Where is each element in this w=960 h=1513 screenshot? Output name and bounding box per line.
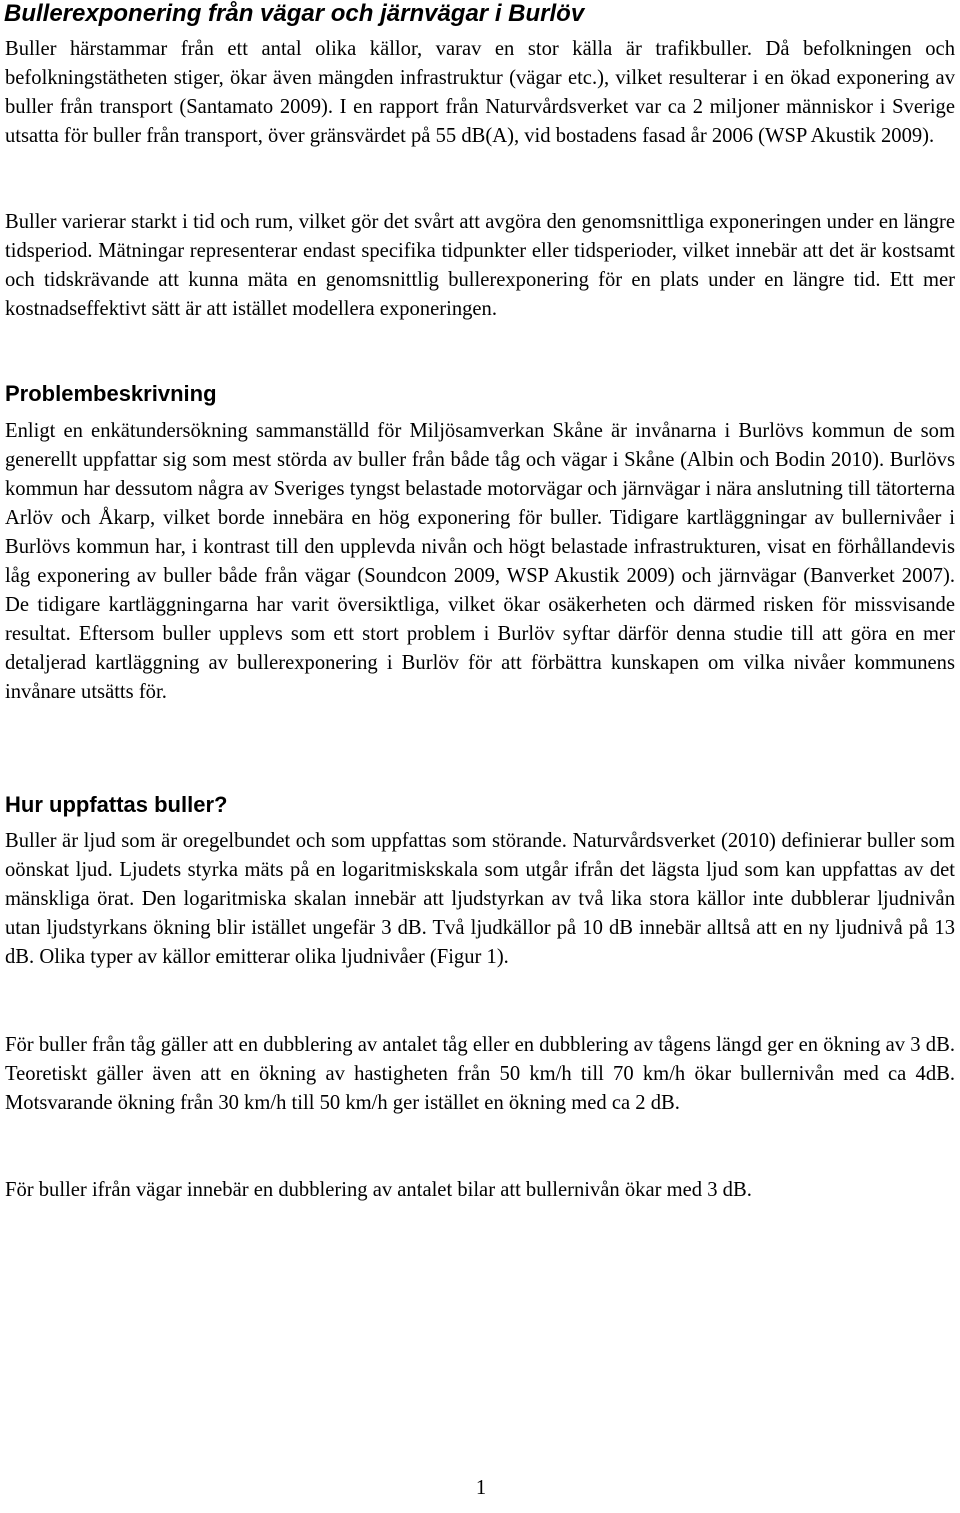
paragraph-train-noise: För buller från tåg gäller att en dubblering av antalet tåg eller en dubblering av tågens längd ger en ökning av 3 dB. Teoretiskt gäller även att en ökning av hastigheten från 50 km/h till 70 km/h ökar bullernivån med ca 4dB. Motsvarande ökning från 30 km/h till 50 km/h ger istället en ökning med ca 2 dB. xyxy=(5,1034,955,1114)
heading-problembeskrivning: Problembeskrivning xyxy=(5,381,217,406)
paragraph-road-noise: För buller ifrån vägar innebär en dubblering av antalet bilar att bullernivån ökar med 3 dB. xyxy=(5,1179,752,1201)
paragraph-intro: Buller härstammar från ett antal olika källor, varav en stor källa är trafikbuller. Då befolkningen och befolkningstätheten stiger, ökar även mängden infrastruktur (vägar etc.), vilket resulterar i en ökad exponering av buller från transport (Santamato 2009). I en rapport från Naturvårdsverket var ca 2 miljoner människor i Sverige utsatta för buller från transport, över gränsvärdet på 55 dB(A), vid bostadens fasad år 2006 (WSP Akustik 2009). xyxy=(5,38,955,147)
paragraph-variation: Buller varierar starkt i tid och rum, vilket gör det svårt att avgöra den genomsnittliga exponeringen under en längre tidsperiod. Mätningar representerar endast specifika tidpunkter eller tidsperioder, vilket innebär att det är kostsamt och tidskrävande att kunna mäta en genomsnittlig bullerexponering för en plats under en längre tid. Ett mer kostnadseffektivt sätt är att istället modellera exponeringen. xyxy=(5,211,955,320)
paragraph-definition: Buller är ljud som är oregelbundet och som uppfattas som störande. Naturvårdsverket (2010) definierar buller som oönskat ljud. Ljudets styrka mäts på en logaritmiskskala som utgår ifrån det lägsta ljud som kan uppfattas av det mänskliga örat. Den logaritmiska skalan innebär att ljudstyrkan av två lika stora källor inte dubblerar ljudnivån utan ljudstyrkans ökning blir istället ungefär 3 dB. Två ljudkällor på 10 dB innebär alltså att en ny ljudnivå på 13 dB. Olika typer av källor emitterar olika ljudnivåer (Figur 1). xyxy=(5,830,955,968)
paragraph-problem: Enligt en enkätundersökning sammanställd för Miljösamverkan Skåne är invånarna i Burlövs kommun de som generellt uppfattar sig som mest störda av buller från både tåg och vägar i Skåne (Albin och Bodin 2010). Burlövs kommun har dessutom några av Sveriges tyngst belastade motorvägar och järnvägar i nära anslutning till tätorterna Arlöv och Åkarp, vilket borde innebära en hög exponering för buller. Tidigare kartläggningar av bullernivåer i Burlövs kommun har, i kontrast till den upplevda nivån och högt belastade infrastrukturen, visat en förhållandevis låg exponering av buller både från vägar (Soundcon 2009, WSP Akustik 2009) och järnvägar (Banverket 2007). De tidigare kartläggningarna har varit översiktliga, vilket ökar osäkerheten och därmed risken för missvisande resultat. Eftersom buller upplevs som ett stort problem i Burlöv syftar därför denna studie till att göra en mer detaljerad kartläggning av bullerexponering i Burlöv för att förbättra kunskapen om vilka nivåer kommunens invånare utsätts för. xyxy=(5,420,955,703)
main-heading: Bullerexponering från vägar och järnvägar i Burlöv xyxy=(4,0,585,27)
page-number: 1 xyxy=(475,1477,487,1499)
heading-hur-uppfattas-buller: Hur uppfattas buller? xyxy=(5,792,228,817)
